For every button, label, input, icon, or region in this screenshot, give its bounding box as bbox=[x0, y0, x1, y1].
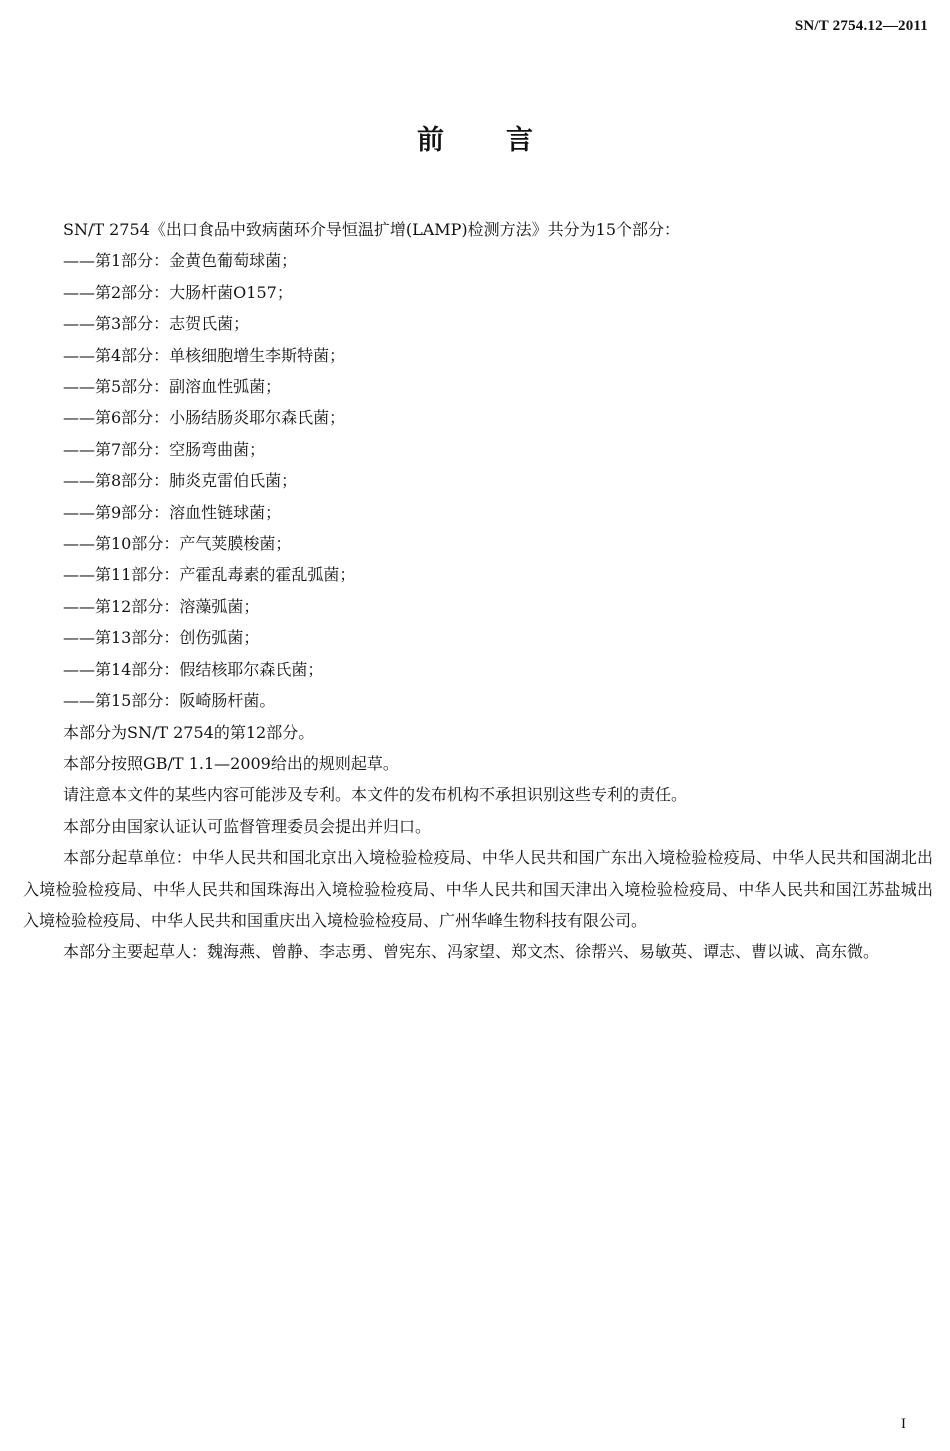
list-item: ——第3部分：志贺氏菌； bbox=[63, 314, 250, 334]
list-item: ——第14部分：假结核耶尔森氏菌； bbox=[63, 659, 324, 679]
list-item: ——第10部分：产气荚膜梭菌； bbox=[63, 534, 292, 554]
list-item: ——第9部分：溶血性链球菌； bbox=[63, 502, 282, 522]
page-title: 前言 bbox=[417, 125, 595, 156]
list-item: ——第5部分：副溶血性弧菌； bbox=[63, 377, 282, 397]
list-item: ——第11部分：产霍乱毒素的霍乱弧菌； bbox=[63, 565, 356, 585]
list-item: ——第8部分：肺炎克雷伯氏菌； bbox=[63, 471, 298, 491]
list-item: ——第2部分：大肠杆菌O157； bbox=[63, 282, 293, 302]
list-item: ——第15部分：阪崎肠杆菌。 bbox=[63, 691, 276, 711]
statement-paragraph: 请注意本文件的某些内容可能涉及专利。本文件的发布机构不承担识别这些专利的责任。 bbox=[63, 785, 688, 805]
list-item: ——第1部分：金黄色葡萄球菌； bbox=[63, 251, 298, 271]
list-item: ——第12部分：溶藻弧菌； bbox=[63, 596, 260, 616]
page-number: I bbox=[901, 1416, 906, 1432]
drafters-paragraph: 本部分主要起草人：魏海燕、曾静、李志勇、曾宪东、冯家望、郑文杰、徐帮兴、易敏英、谭志、曹以诚、高东微。 bbox=[63, 942, 880, 962]
foreword-content bbox=[23, 214, 933, 968]
drafting-units-paragraph: 本部分起草单位：中华人民共和国北京出入境检验检疫局、中华人民共和国广东出入境检验检疫局、中华人民共和国湖北出入境检验检疫局、中华人民共和国珠海出入境检验检疫局、中华人民共和国天津出入境检验检疫局、中华人民共和国江苏盐城出入境检验检疫局、中华人民共和国重庆出入境检验检疫局、广州华峰生物科技有限公司。 bbox=[23, 848, 933, 930]
statement-paragraph: 本部分由国家认证认可监督管理委员会提出并归口。 bbox=[63, 816, 432, 836]
statement-paragraph: 本部分按照GB/T 1.1—2009给出的规则起草。 bbox=[63, 753, 399, 773]
list-item: ——第13部分：创伤弧菌； bbox=[63, 628, 260, 648]
statement-paragraph: 本部分为SN/T 2754的第12部分。 bbox=[63, 722, 315, 742]
list-item: ——第7部分：空肠弯曲菌； bbox=[63, 439, 266, 459]
list-item: ——第6部分：小肠结肠炎耶尔森氏菌； bbox=[63, 408, 346, 428]
standard-code: SN/T 2754.12—2011 bbox=[794, 18, 928, 34]
intro-paragraph: SN/T 2754《出口食品中致病菌环介导恒温扩增(LAMP)检测方法》共分为15个部分： bbox=[63, 220, 681, 239]
list-item: ——第4部分：单核细胞增生李斯特菌； bbox=[63, 345, 346, 365]
